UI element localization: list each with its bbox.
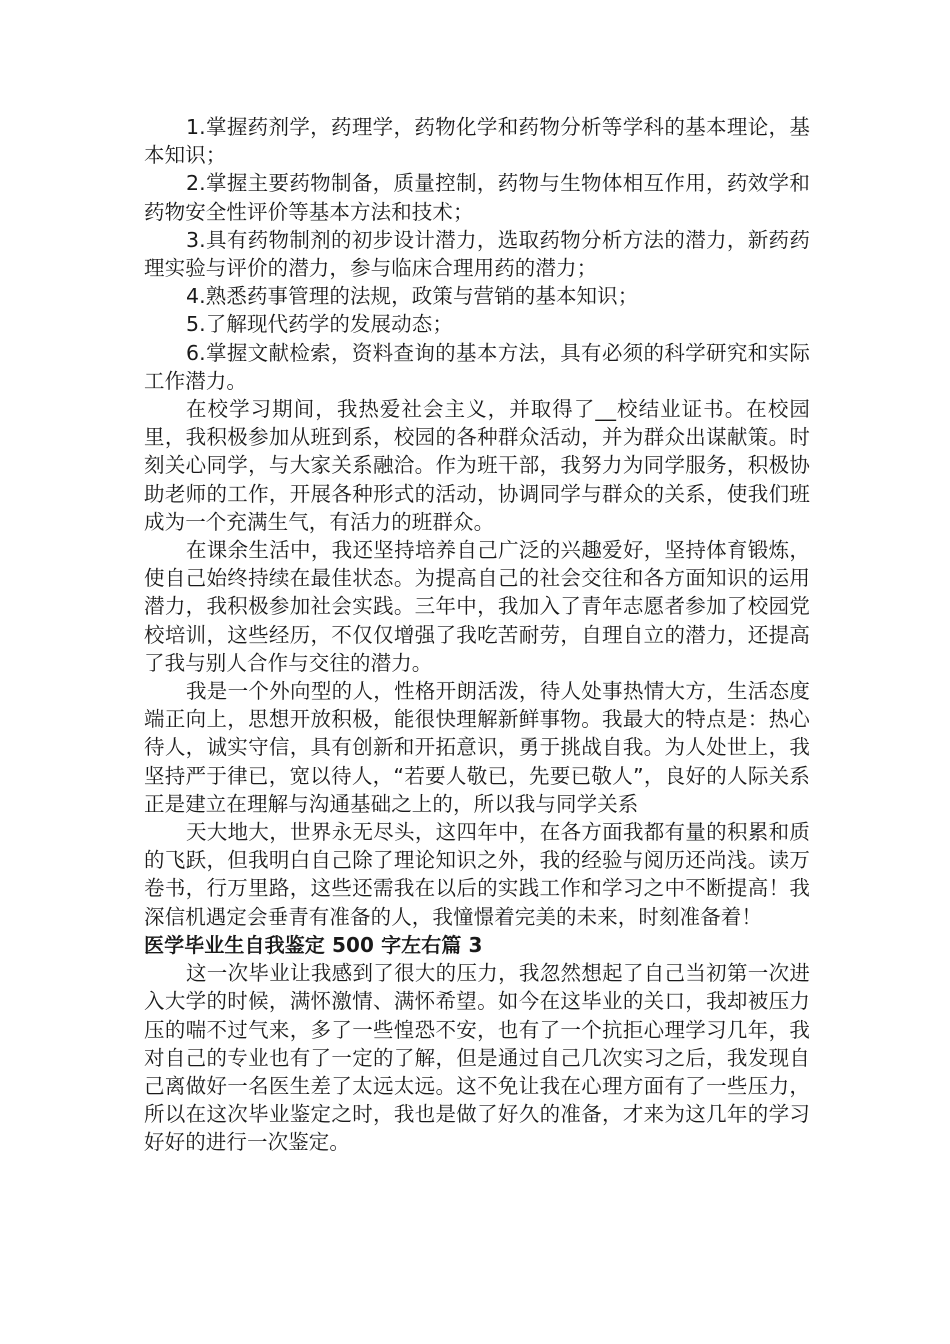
list-item-1: 1.掌握药剂学，药理学，药物化学和药物分析等学科的基本理论，基本知识； xyxy=(144,115,810,168)
list-item-4: 4.熟悉药事管理的法规，政策与营销的基本知识； xyxy=(186,284,639,309)
section-heading: 医学毕业生自我鉴定 500 字左右篇 3 xyxy=(144,932,483,957)
paragraph-extracurricular: 在课余生活中，我还坚持培养自己广泛的兴趣爱好，坚持体育锻炼，使自己始终持续在最佳状态。为提高自己的社会交往和各方面知识的运用潜力，我积极参加社会实践。三年中，我加入了青年志愿者参加了校园党校培训，这些经历，不仅仅增强了我吃苦耐劳，自理自立的潜力，还提高了我与别人合作与交往的潜力。 xyxy=(144,538,810,675)
paragraph-graduation-pressure: 这一次毕业让我感到了很大的压力，我忽然想起了自己当初第一次进入大学的时候，满怀激情、满怀希望。如今在这毕业的关口，我却被压力压的喘不过气来，多了一些惶恐不安，也有了一个抗拒心理学习几年，我对自己的专业也有了一定的了解，但是通过自己几次实习之后，我发现自己离做好一名医生差了太远太远。这不免让我在心理方面有了一些压力，所以在这次毕业鉴定之时，我也是做了好久的准备，才来为这几年的学习好好的进行一次鉴定。 xyxy=(144,961,810,1155)
paragraph-conclusion: 天大地大，世界永无尽头，这四年中，在各方面我都有量的积累和质的飞跃，但我明白自己除了理论知识之外，我的经验与阅历还尚浅。读万卷书，行万里路，这些还需我在以后的实践工作和学习之中不断提高！我深信机遇定会垂青有准备的人，我憧憬着完美的未来，时刻准备着！ xyxy=(144,820,810,929)
document-page xyxy=(144,113,810,1157)
paragraph-personality: 我是一个外向型的人，性格开朗活泼，待人处事热情大方，生活态度端正向上，思想开放积极，能很快理解新鲜事物。我最大的特点是：热心待人，诚实守信，具有创新和开拓意识，勇于挑战自我。为人处世上，我坚持严于律已，宽以待人，“若要人敬已，先要已敬人”，良好的人际关系正是建立在理解与沟通基础之上的，所以我与同学关系 xyxy=(144,679,810,816)
paragraph-campus-life: 在校学习期间，我热爱社会主义，并取得了__校结业证书。在校园里，我积极参加从班到系，校园的各种群众活动，并为群众出谋献策。时刻关心同学，与大家关系融洽。作为班干部，我努力为同学服务，积极协助老师的工作，开展各种形式的活动，协调同学与群众的关系，使我们班成为一个充满生气，有活力的班群众。 xyxy=(144,397,810,534)
list-item-5: 5.了解现代药学的发展动态； xyxy=(186,312,453,337)
list-item-2: 2.掌握主要药物制备，质量控制，药物与生物体相互作用，药效学和药物安全性评价等基本方法和技术； xyxy=(144,171,810,224)
list-item-3: 3.具有药物制剂的初步设计潜力，选取药物分析方法的潜力，新药药理实验与评价的潜力，参与临床合理用药的潜力； xyxy=(144,227,810,281)
list-item-6: 6.掌握文献检索，资料查询的基本方法，具有必须的科学研究和实际工作潜力。 xyxy=(144,340,810,393)
